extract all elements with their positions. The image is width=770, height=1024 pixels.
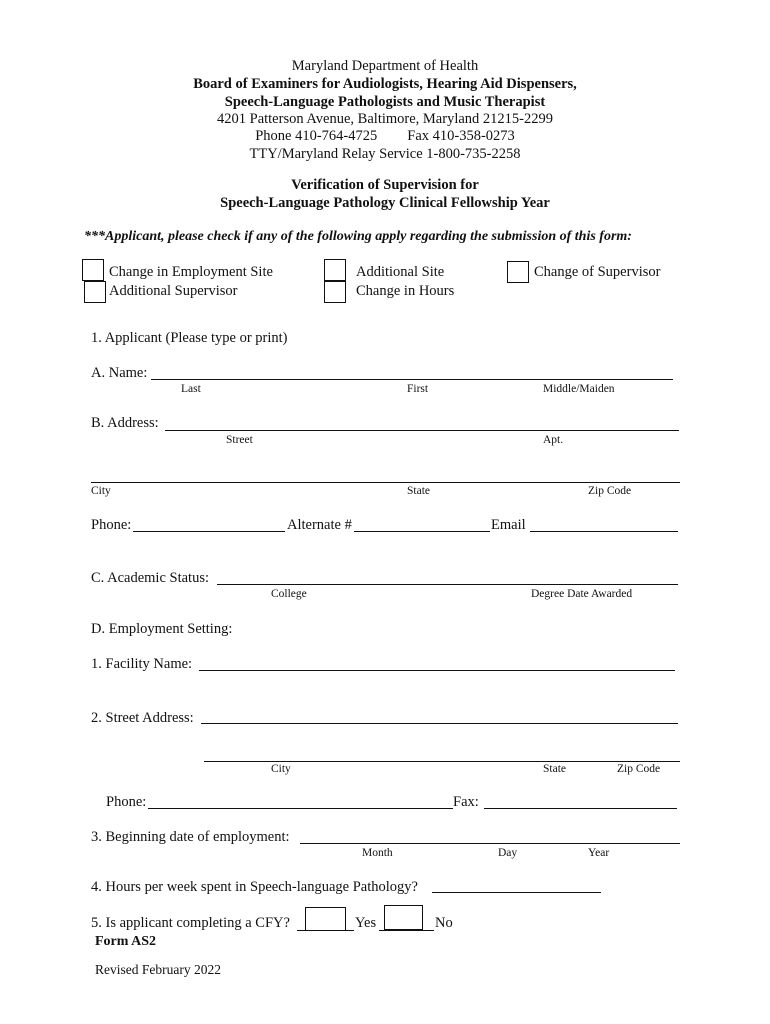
agency-contact (0, 127, 770, 145)
additional-supervisor-checkbox[interactable] (84, 281, 106, 303)
phone-label: Phone: (91, 517, 132, 533)
name-field[interactable] (151, 379, 673, 380)
board-name-line1: Board of Examiners for Audiologists, Hearing Aid Dispensers, (193, 76, 577, 92)
change-hours-label: Change in Hours (356, 283, 455, 299)
facility-name-field[interactable] (199, 670, 675, 671)
change-supervisor-label: Change of Supervisor (534, 264, 661, 280)
facility-fax-label: Fax: (453, 794, 479, 810)
section1-heading: 1. Applicant (Please type or print) (91, 330, 288, 346)
email-field[interactable] (530, 531, 678, 532)
form-title-line2: Speech-Language Pathology Clinical Fellowship Year (220, 195, 550, 211)
facility-fax-field[interactable] (484, 808, 677, 809)
instruction-text: ***Applicant, please check if any of the following apply regarding the submission of this form: (84, 229, 632, 244)
form-number: Form AS2 (95, 934, 157, 949)
agency-fax: Fax 410-358-0273 (407, 128, 515, 144)
name-label: A. Name: (91, 365, 148, 381)
change-hours-checkbox[interactable] (324, 281, 346, 303)
cfy-yes-box[interactable] (305, 907, 346, 931)
college-caption: College (271, 588, 307, 600)
change-employment-checkbox[interactable] (82, 259, 104, 281)
additional-site-label: Additional Site (356, 264, 445, 280)
facility-name-label: 1. Facility Name: (91, 656, 193, 672)
alternate-phone-field[interactable] (354, 531, 490, 532)
degree-date-caption: Degree Date Awarded (531, 588, 633, 600)
change-supervisor-checkbox[interactable] (507, 261, 529, 283)
facility-phone-label: Phone: (106, 794, 147, 810)
day-caption: Day (498, 847, 518, 859)
agency-tty: TTY/Maryland Relay Service 1-800-735-2258 (249, 146, 521, 162)
board-name-line2: Speech-Language Pathologists and Music Therapist (224, 94, 546, 110)
name-first-caption: First (407, 383, 429, 395)
cfy-no-line (379, 930, 434, 931)
street-address-label: 2. Street Address: (91, 710, 194, 726)
cfy-label: 5. Is applicant completing a CFY? (91, 915, 290, 931)
academic-status-label: C. Academic Status: (91, 570, 209, 586)
agency-name: Maryland Department of Health (291, 58, 479, 74)
zip-caption: Zip Code (588, 485, 632, 497)
facility-street-field[interactable] (201, 723, 678, 724)
facility-city-caption: City (271, 763, 291, 775)
academic-status-field[interactable] (217, 584, 678, 585)
begin-date-field[interactable] (300, 843, 680, 844)
hours-label: 4. Hours per week spent in Speech-language Pathology? (91, 879, 418, 895)
facility-state-caption: State (543, 763, 566, 775)
agency-address: 4201 Patterson Avenue, Baltimore, Maryland 21215-2299 (217, 111, 553, 127)
year-caption: Year (588, 847, 610, 859)
alternate-label: Alternate # (287, 517, 352, 533)
apt-caption: Apt. (543, 434, 564, 446)
phone-field[interactable] (133, 531, 285, 532)
hours-field[interactable] (432, 892, 601, 893)
begin-date-label: 3. Beginning date of employment: (91, 829, 290, 845)
additional-site-checkbox[interactable] (324, 259, 346, 281)
revised-date: Revised February 2022 (95, 962, 221, 977)
agency-phone: Phone 410-764-4725 (255, 128, 378, 144)
name-last-caption: Last (181, 383, 201, 395)
city-caption: City (91, 485, 111, 497)
email-label: Email (491, 517, 526, 533)
additional-supervisor-label: Additional Supervisor (109, 283, 238, 299)
cfy-no-box[interactable] (384, 905, 423, 930)
address-street-field[interactable] (165, 430, 679, 431)
address-label: B. Address: (91, 415, 159, 431)
address-city-field[interactable] (91, 482, 680, 483)
facility-city-field[interactable] (204, 761, 680, 762)
month-caption: Month (362, 847, 393, 859)
form-title-line1: Verification of Supervision for (291, 177, 479, 193)
facility-zip-caption: Zip Code (617, 763, 661, 775)
cfy-yes-label: Yes (355, 915, 377, 931)
change-employment-label: Change in Employment Site (109, 264, 273, 280)
facility-phone-field[interactable] (148, 808, 453, 809)
employment-heading: D. Employment Setting: (91, 621, 233, 637)
name-middle-caption: Middle/Maiden (543, 383, 615, 395)
cfy-no-label: No (435, 915, 453, 931)
state-caption: State (407, 485, 430, 497)
street-caption: Street (226, 434, 253, 446)
